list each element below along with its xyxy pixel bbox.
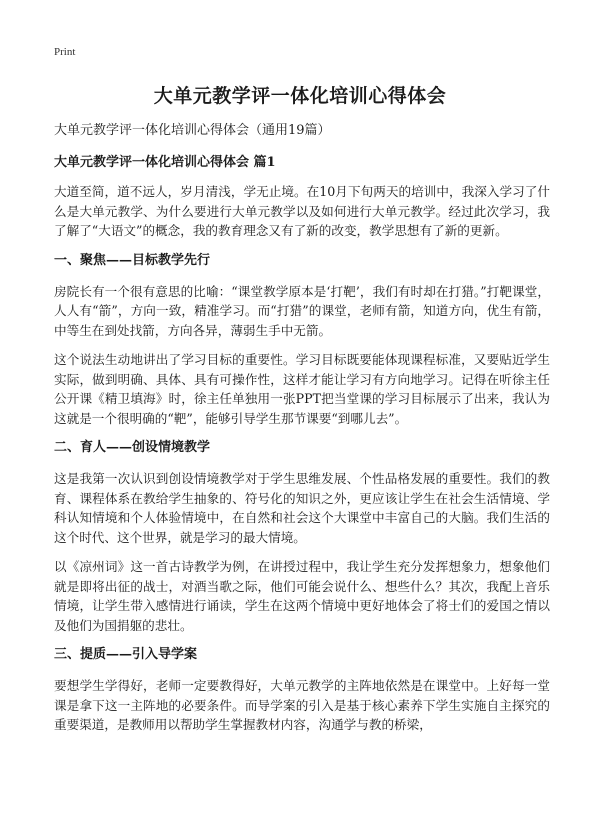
print-label: Print (54, 46, 76, 58)
article-heading: 大单元教学评一体化培训心得体会 篇1 (54, 155, 276, 170)
section-heading-focus: 一、聚焦——目标教学先行 (54, 252, 211, 268)
paragraph: 房院长有一个很有意思的比喻：“课堂教学原本是‘打靶’，我们有时却在打猎。”打靶课堂，人人有“箭”，方向一致，精准学习。而“打猎”的课堂，老师有箭，知道方向，优生有箭，中等生在到处找箭，方向各异，薄弱生手中无箭。 (54, 283, 550, 338)
paragraph: 这是我第一次认识到创设情境教学对于学生思维发展、个性品格发展的重要性。我们的教育、课程体系在教给学生抽象的、符号化的知识之外，更应该让学生在社会生活情境、学科认知情境和个人体验情境中，在自然和社会这个大课堂中丰富自己的大脑。我们生活的这个时代、这个世界，就是学习的最大情境。 (54, 471, 550, 545)
paragraph: 这个说法生动地讲出了学习目标的重要性。学习目标既要能体现课程标准，又要贴近学生实际，做到明确、具体、具有可操作性，这样才能让学习有方向地学习。记得在听徐主任公开课《精卫填海》时，徐主任单独用一张PPT把当堂课的学习目标展示了出来，我认为这就是一个很明确的“靶”，能够引导学生那节课要“到哪儿去”。 (54, 352, 550, 426)
paragraph: 以《凉州词》这一首古诗教学为例，在讲授过程中，我让学生充分发挥想象力，想象他们就是即将出征的战士，对酒当歌之际，他们可能会说什么、想些什么？其次，我配上音乐情境，让学生带入感情进行诵读，学生在这两个情境中更好地体会了将士们的爱国之情以及他们为国捐躯的悲壮。 (54, 559, 550, 633)
paragraph: 要想学生学得好，老师一定要教得好，大单元教学的主阵地依然是在课堂中。上好每一堂课是拿下这一主阵地的必要条件。而导学案的引入是基于核心素养下学生实施自主探究的重要渠道，是教师用以帮助学生掌握教材内容，沟通学与教的桥梁， (54, 678, 550, 732)
page-title: 大单元教学评一体化培训心得体会 (153, 85, 447, 107)
document-body (54, 121, 550, 745)
section-heading-quality: 三、提质——引入导学案 (54, 647, 198, 662)
section-heading-education: 二、育人——创设情境教学 (54, 440, 211, 455)
intro-paragraph: 大道至简，道不远人，岁月清浅，学无止境。在10月下旬两天的培训中，我深入学习了什么是大单元教学、为什么要进行大单元教学以及如何进行大单元教学。经过此次学习，我了解了“大语文”的概念，我的教育理念又有了新的改变，教学思想有了新的更新。 (54, 184, 550, 238)
document-subtitle: 大单元教学评一体化培训心得体会（通用19篇） (54, 123, 331, 138)
